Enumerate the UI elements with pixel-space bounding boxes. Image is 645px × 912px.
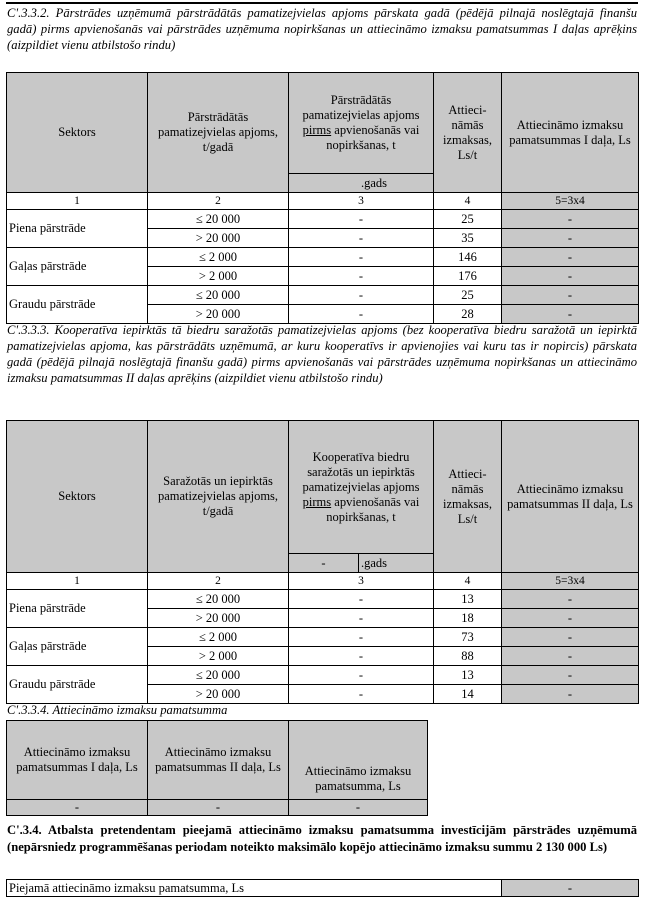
volume-input[interactable]: - — [289, 628, 434, 647]
col-header-part1: Attiecināmo izmaksu pamatsummas I daļa, Ls — [502, 73, 639, 193]
col-header-before: Kooperatīva biedru saražotās un iepirktās pamatizejvielas apjoms pirms apvienošanās vai nopirkšanas, t — [289, 421, 434, 554]
cost-value: 88 — [434, 647, 502, 666]
year-cell — [289, 174, 434, 193]
col-num: 2 — [148, 573, 289, 590]
volume-range: > 20 000 — [148, 229, 289, 248]
volume-input[interactable]: - — [289, 248, 434, 267]
col-num: 1 — [7, 193, 148, 210]
volume-range: > 2 000 — [148, 647, 289, 666]
sum-value-total: - — [289, 800, 428, 816]
section-3-3-3-heading: C'.3.3.3. Kooperatīva iepirktās tā biedru saražotās pamatizejvielas apjoms (bez kooperatīva biedru saražotā un iepirktā pamatizejvielas apjoma, kas pārstrādāts uzņēmumā, ar kuru kooperatīvs ir apvienojies vai kuru tas ir nopircis) pārskata gadā (pēdējā pilnajā noslēgtajā finanšu gadā) pirms apvienošanās vai pārstrādes uzņēmuma nopirkšanas un attiecināmo izmaksu pamatsummas II daļas aprēķins (aizpildiet vienu atbilstošo rindu) — [7, 323, 637, 385]
cost-value: 28 — [434, 305, 502, 324]
volume-range: > 20 000 — [148, 305, 289, 324]
col-num: 4 — [434, 193, 502, 210]
sum-header-part2: Attiecināmo izmaksu pamatsummas II daļa, Ls — [148, 721, 289, 800]
part-value: - — [502, 666, 639, 685]
sector-label: Gaļas pārstrāde — [7, 628, 148, 666]
year-cell — [289, 554, 434, 573]
volume-range: > 2 000 — [148, 267, 289, 286]
cost-value: 25 — [434, 210, 502, 229]
part-value: - — [502, 609, 639, 628]
sector-label: Piena pārstrāde — [7, 210, 148, 248]
volume-input[interactable]: - — [289, 229, 434, 248]
sector-label: Graudu pārstrāde — [7, 286, 148, 324]
volume-range: ≤ 20 000 — [148, 590, 289, 609]
cost-value: 13 — [434, 666, 502, 685]
year-label: .gads — [359, 174, 433, 192]
section-3-3-2-heading: C'.3.3.2. Pārstrādes uzņēmumā pārstrādātās pamatizejvielas apjoms pārskata gadā (pēdējā pilnajā noslēgtajā finanšu gadā) pirms apvienošanās vai pārstrādes uzņēmuma nopirkšanas un attiecināmo izmaksu pamatsummas I daļas aprēķins (aizpildiet vienu atbilstošo rindu) — [7, 6, 637, 52]
volume-range: > 20 000 — [148, 609, 289, 628]
part-value: - — [502, 229, 639, 248]
volume-input[interactable]: - — [289, 685, 434, 704]
volume-input[interactable]: - — [289, 210, 434, 229]
part-value: - — [502, 628, 639, 647]
year-label: .gads — [359, 554, 433, 572]
col-header-before: Pārstrādātās pamatizejvielas apjoms pirms apvienošanās vai nopirkšanas, t — [289, 73, 434, 174]
part-value: - — [502, 210, 639, 229]
sector-label: Graudu pārstrāde — [7, 666, 148, 704]
volume-input[interactable]: - — [289, 267, 434, 286]
volume-range: ≤ 20 000 — [148, 666, 289, 685]
col-header-sector: Sektors — [7, 421, 148, 573]
part-value: - — [502, 248, 639, 267]
part-value: - — [502, 305, 639, 324]
col-num: 1 — [7, 573, 148, 590]
part-value: - — [502, 286, 639, 305]
sector-label: Gaļas pārstrāde — [7, 248, 148, 286]
table-3-3-3 — [6, 420, 639, 704]
cost-value: 18 — [434, 609, 502, 628]
cost-value: 14 — [434, 685, 502, 704]
volume-input[interactable]: - — [289, 286, 434, 305]
cost-value: 176 — [434, 267, 502, 286]
col-header-volume: Pārstrādātās pamatizejvielas apjoms, t/gadā — [148, 73, 289, 193]
sum-header-part1: Attiecināmo izmaksu pamatsummas I daļa, Ls — [7, 721, 148, 800]
col-num: 4 — [434, 573, 502, 590]
sum-value-part1: - — [7, 800, 148, 816]
cost-value: 35 — [434, 229, 502, 248]
section-3-4-heading: C'.3.4. Atbalsta pretendentam pieejamā attiecināmo izmaksu pamatsumma investīcijām pārstrādes uzņēmumā (nepārsniedz programmēšanas periodam noteikto maksimālo kopējo attiecināmo izmaksu summu 2 130 000 Ls) — [7, 823, 637, 854]
col-num: 5=3x4 — [502, 193, 639, 210]
table-3-3-4 — [6, 720, 428, 816]
volume-input[interactable]: - — [289, 647, 434, 666]
volume-range: ≤ 2 000 — [148, 628, 289, 647]
sum-value-part2: - — [148, 800, 289, 816]
table-3-4 — [6, 879, 639, 897]
col-header-sector: Sektors — [7, 73, 148, 193]
part-value: - — [502, 590, 639, 609]
col-num: 3 — [289, 193, 434, 210]
sector-label: Piena pārstrāde — [7, 590, 148, 628]
col-num: 2 — [148, 193, 289, 210]
col-header-volume: Saražotās un iepirktās pamatizejvielas apjoms, t/gadā — [148, 421, 289, 573]
col-header-costs: Attieci-nāmās izmaksas, Ls/t — [434, 421, 502, 573]
available-sum-value: - — [502, 880, 639, 897]
volume-input[interactable]: - — [289, 590, 434, 609]
cost-value: 73 — [434, 628, 502, 647]
col-header-costs: Attieci-nāmās izmaksas, Ls/t — [434, 73, 502, 193]
part-value: - — [502, 267, 639, 286]
year-input[interactable]: - — [289, 554, 359, 572]
cost-value: 146 — [434, 248, 502, 267]
volume-range: ≤ 20 000 — [148, 286, 289, 305]
available-sum-label: Piejamā attiecināmo izmaksu pamatsumma, Ls — [7, 880, 502, 897]
part-value: - — [502, 647, 639, 666]
cost-value: 25 — [434, 286, 502, 305]
table-3-3-2 — [6, 72, 639, 324]
col-num: 3 — [289, 573, 434, 590]
volume-range: ≤ 2 000 — [148, 248, 289, 267]
cost-value: 13 — [434, 590, 502, 609]
part-value: - — [502, 685, 639, 704]
section-3-3-4-heading: C'.3.3.4. Attiecināmo izmaksu pamatsumma — [7, 703, 228, 717]
volume-input[interactable]: - — [289, 666, 434, 685]
col-header-part2: Attiecināmo izmaksu pamatsummas II daļa, Ls — [502, 421, 639, 573]
col-num: 5=3x4 — [502, 573, 639, 590]
top-rule — [6, 2, 638, 4]
volume-input[interactable]: - — [289, 609, 434, 628]
volume-input[interactable]: - — [289, 305, 434, 324]
sum-header-total: Attiecināmo izmaksu pamatsumma, Ls — [289, 721, 428, 800]
volume-range: ≤ 20 000 — [148, 210, 289, 229]
volume-range: > 20 000 — [148, 685, 289, 704]
